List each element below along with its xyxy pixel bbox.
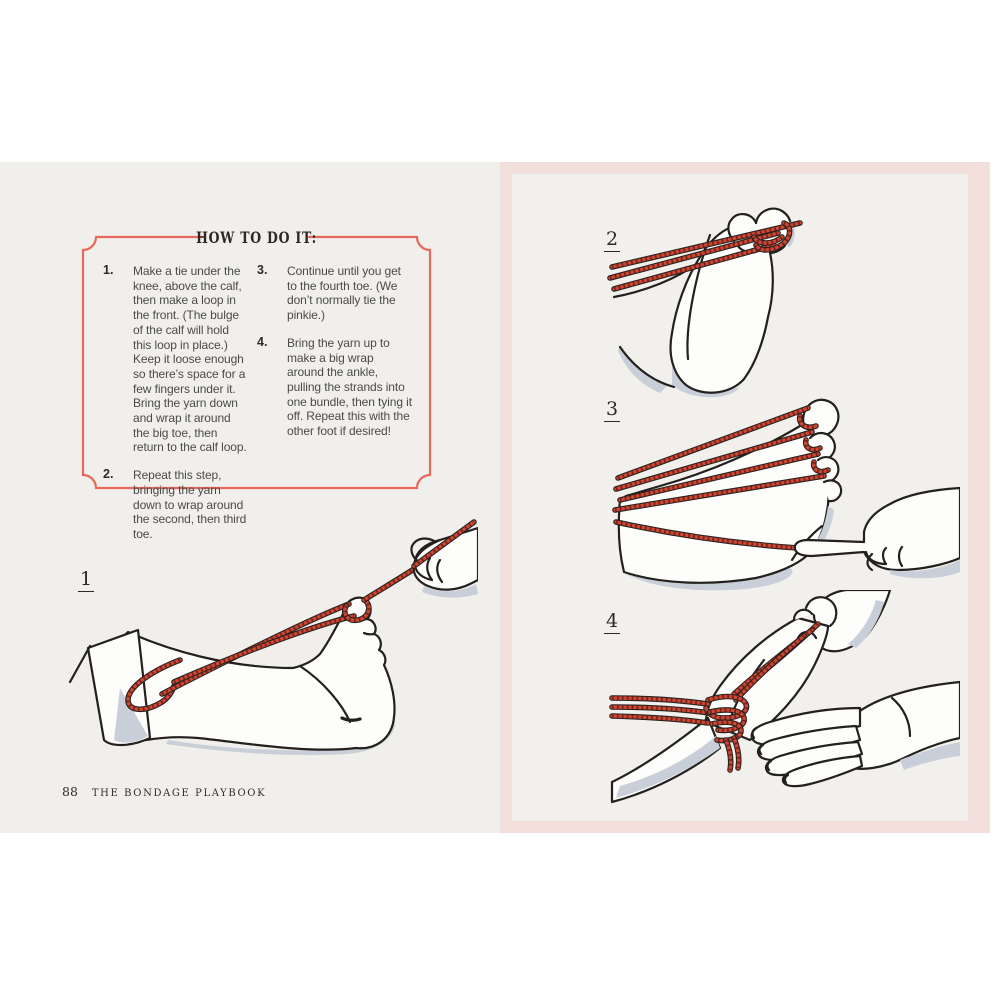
step-number: 3.: [257, 263, 268, 277]
step-number: 4.: [257, 334, 268, 349]
figure-4-number: 4: [606, 610, 619, 632]
page-footer: [62, 784, 266, 799]
figure-4-ankle-wrap-hands-illustration: [560, 590, 960, 805]
howto-title: [83, 228, 430, 247]
howto-title-text: HOW TO DO IT:: [196, 228, 317, 247]
instructions-column-2: [257, 263, 412, 452]
figure-1-foot-yarn-illustration: [58, 502, 478, 782]
step-number: 2.: [103, 467, 114, 482]
figure-2-foot-yarn-illustration: [560, 187, 960, 402]
figure-3-foot-yarn-pointing-hand-illustration: [560, 392, 960, 597]
right-page: [500, 162, 990, 833]
book-spread: [0, 162, 1000, 833]
left-page: [0, 162, 500, 833]
book-title: THE BONDAGE PLAYBOOK: [91, 788, 267, 799]
figure-2-number: 2: [606, 228, 619, 250]
figure-3-number: 3: [606, 398, 619, 420]
step-number: 1.: [103, 263, 114, 277]
instruction-step-3: [257, 264, 409, 323]
instruction-step-4: [257, 334, 412, 439]
page-number: 88: [62, 784, 78, 799]
step-text: Bring the yarn up to make a big wrap around the ankle, pulling the strands into one bundle, then tying it off. Repeat this with the other foot if desired!: [287, 335, 412, 439]
instruction-step-1: [103, 264, 249, 455]
figure-1-number: 1: [80, 568, 93, 590]
step-text: Repeat this step, bringing the yarn down to wrap around the second, then third toe.: [133, 468, 247, 541]
step-text: Make a tie under the knee, above the calf, then make a loop in the front. (The bulge of the calf will hold this loop in place.) Keep it loose enough so there’s space for a few fingers under it. Bring the yarn down and wrap it around the big toe, then return to the calf loop.: [133, 264, 247, 455]
step-text: Continue until you get to the fourth toe. (We don’t normally tie the pinkie.): [287, 264, 401, 323]
